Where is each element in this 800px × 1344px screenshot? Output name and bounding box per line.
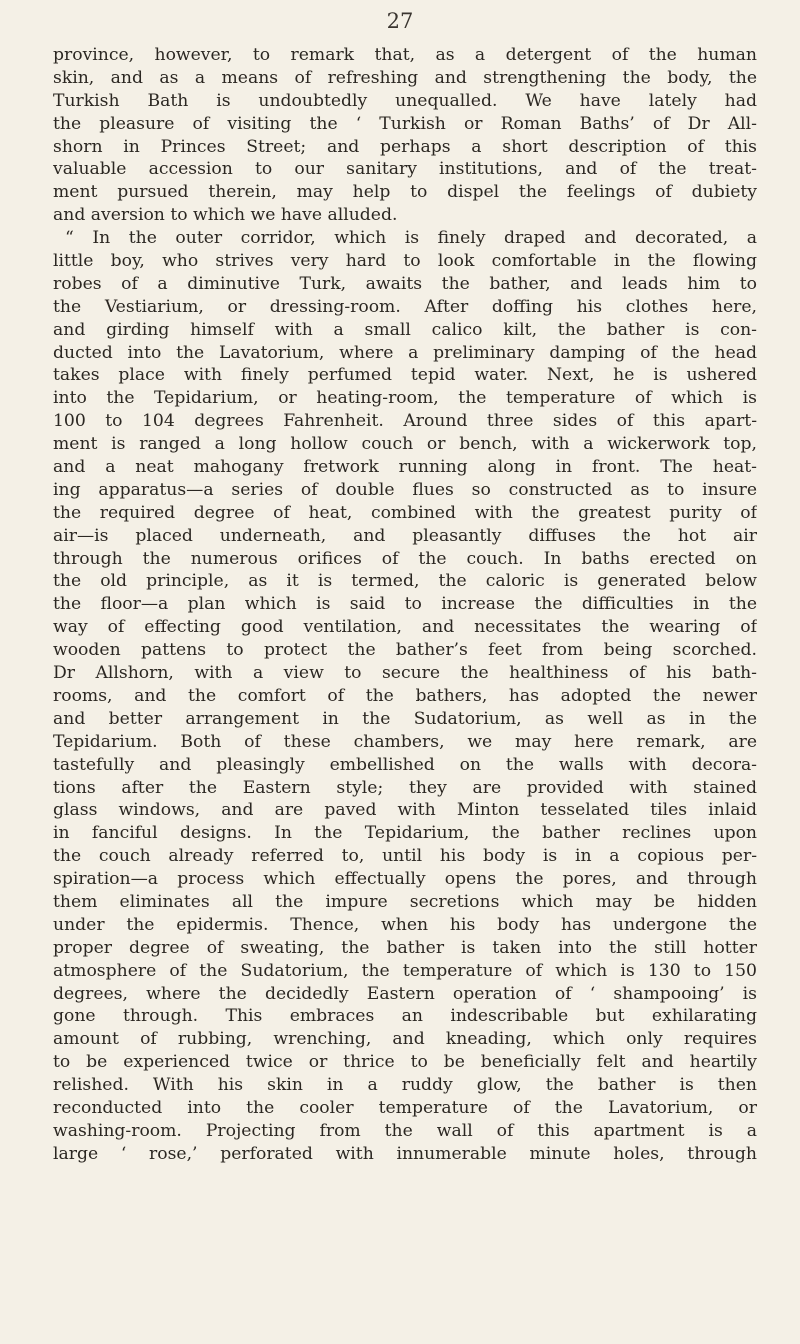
text-line: large ‘ rose,’ perforated with innumerable minute holes, through bbox=[53, 1143, 757, 1164]
text-line: “ In the outer corridor, which is finely draped and decorated, a bbox=[65, 228, 757, 249]
text-line: Tepidarium. Both of these chambers, we may here remark, are bbox=[53, 731, 757, 752]
text-line: the couch already referred to, until his body is in a copious per- bbox=[53, 846, 757, 867]
page-number: 27 bbox=[386, 9, 414, 33]
text-line: ing apparatus—a series of double flues so constructed as to insure bbox=[53, 479, 757, 500]
text-line: ment is ranged a long hollow couch or bench, with a wickerwork top, bbox=[53, 434, 757, 455]
text-line: tions after the Eastern style; they are provided with stained bbox=[53, 777, 757, 798]
text-line: proper degree of sweating, the bather is taken into the still hotter bbox=[53, 937, 757, 958]
body-text bbox=[53, 44, 757, 1166]
text-line: them eliminates all the impure secretions which may be hidden bbox=[53, 891, 757, 912]
text-line: province, however, to remark that, as a detergent of the human bbox=[53, 45, 757, 65]
text-line: the required degree of heat, combined with the greatest purity of bbox=[53, 502, 757, 523]
text-line: in fanciful designs. In the Tepidarium, the bather reclines upon bbox=[53, 823, 757, 844]
paragraph bbox=[53, 44, 757, 227]
text-line: the Vestiarium, or dressing-room. After doffing his clothes here, bbox=[53, 296, 757, 317]
text-line: and aversion to which we have alluded. bbox=[53, 205, 398, 226]
text-line: air—is placed underneath, and pleasantly diffuses the hot air bbox=[53, 525, 757, 546]
text-line: 100 to 104 degrees Fahrenheit. Around three sides of this apart- bbox=[53, 411, 757, 432]
text-line: ducted into the Lavatorium, where a preliminary damping of the head bbox=[53, 342, 757, 363]
text-line: rooms, and the comfort of the bathers, has adopted the newer bbox=[53, 685, 757, 706]
text-line: and a neat mahogany fretwork running along in front. The heat- bbox=[53, 457, 757, 478]
text-line: washing-room. Projecting from the wall of this apartment is a bbox=[53, 1120, 757, 1141]
text-line: spiration—a process which effectually opens the pores, and through bbox=[53, 869, 757, 890]
text-line: takes place with finely perfumed tepid water. Next, he is ushered bbox=[53, 365, 757, 386]
text-line: ment pursued therein, may help to dispel the feelings of dubiety bbox=[53, 182, 757, 203]
text-line: and better arrangement in the Sudatorium, as well as in the bbox=[53, 708, 757, 729]
text-line: Dr Allshorn, with a view to secure the healthiness of his bath- bbox=[53, 663, 757, 684]
text-line: into the Tepidarium, or heating-room, the temperature of which is bbox=[53, 388, 757, 409]
text-line: little boy, who strives very hard to look comfortable in the flowing bbox=[53, 251, 757, 272]
text-line: and girding himself with a small calico kilt, the bather is con- bbox=[53, 319, 757, 340]
text-line: under the epidermis. Thence, when his body has undergone the bbox=[53, 914, 757, 935]
text-line: valuable accession to our sanitary institutions, and of the treat- bbox=[53, 159, 757, 180]
text-line: robes of a diminutive Turk, awaits the bather, and leads him to bbox=[53, 273, 757, 294]
text-line: to be experienced twice or thrice to be beneficially felt and heartily bbox=[53, 1052, 757, 1073]
text-line: skin, and as a means of refreshing and strengthening the body, the bbox=[53, 67, 757, 88]
paragraph bbox=[53, 227, 757, 1166]
text-line: the old principle, as it is termed, the caloric is generated below bbox=[53, 571, 757, 592]
text-line: Turkish Bath is undoubtedly unequalled. We have lately had bbox=[53, 90, 757, 111]
text-line: relished. With his skin in a ruddy glow, the bather is then bbox=[53, 1075, 757, 1096]
text-line: the pleasure of visiting the ‘ Turkish or Roman Baths’ of Dr All- bbox=[53, 113, 757, 134]
text-line: atmosphere of the Sudatorium, the temperature of which is 130 to 150 bbox=[53, 960, 757, 981]
text-line: way of effecting good ventilation, and necessitates the wearing of bbox=[53, 617, 757, 638]
text-line: glass windows, and are paved with Minton tesselated tiles inlaid bbox=[53, 800, 757, 821]
text-line: the floor—a plan which is said to increase the difficulties in the bbox=[53, 594, 757, 615]
text-line: gone through. This embraces an indescribable but exhilarating bbox=[53, 1006, 757, 1027]
text-line: amount of rubbing, wrenching, and kneading, which only requires bbox=[53, 1029, 757, 1050]
text-line: tastefully and pleasingly embellished on the walls with decora- bbox=[53, 754, 757, 775]
text-line: wooden pattens to protect the bather’s feet from being scorched. bbox=[53, 640, 757, 661]
text-line: reconducted into the cooler temperature of the Lavatorium, or bbox=[53, 1097, 757, 1118]
text-line: shorn in Princes Street; and perhaps a short description of this bbox=[53, 136, 757, 157]
text-line: degrees, where the decidedly Eastern operation of ‘ shampooing’ is bbox=[53, 983, 757, 1004]
text-line: through the numerous orifices of the couch. In baths erected on bbox=[53, 548, 757, 569]
